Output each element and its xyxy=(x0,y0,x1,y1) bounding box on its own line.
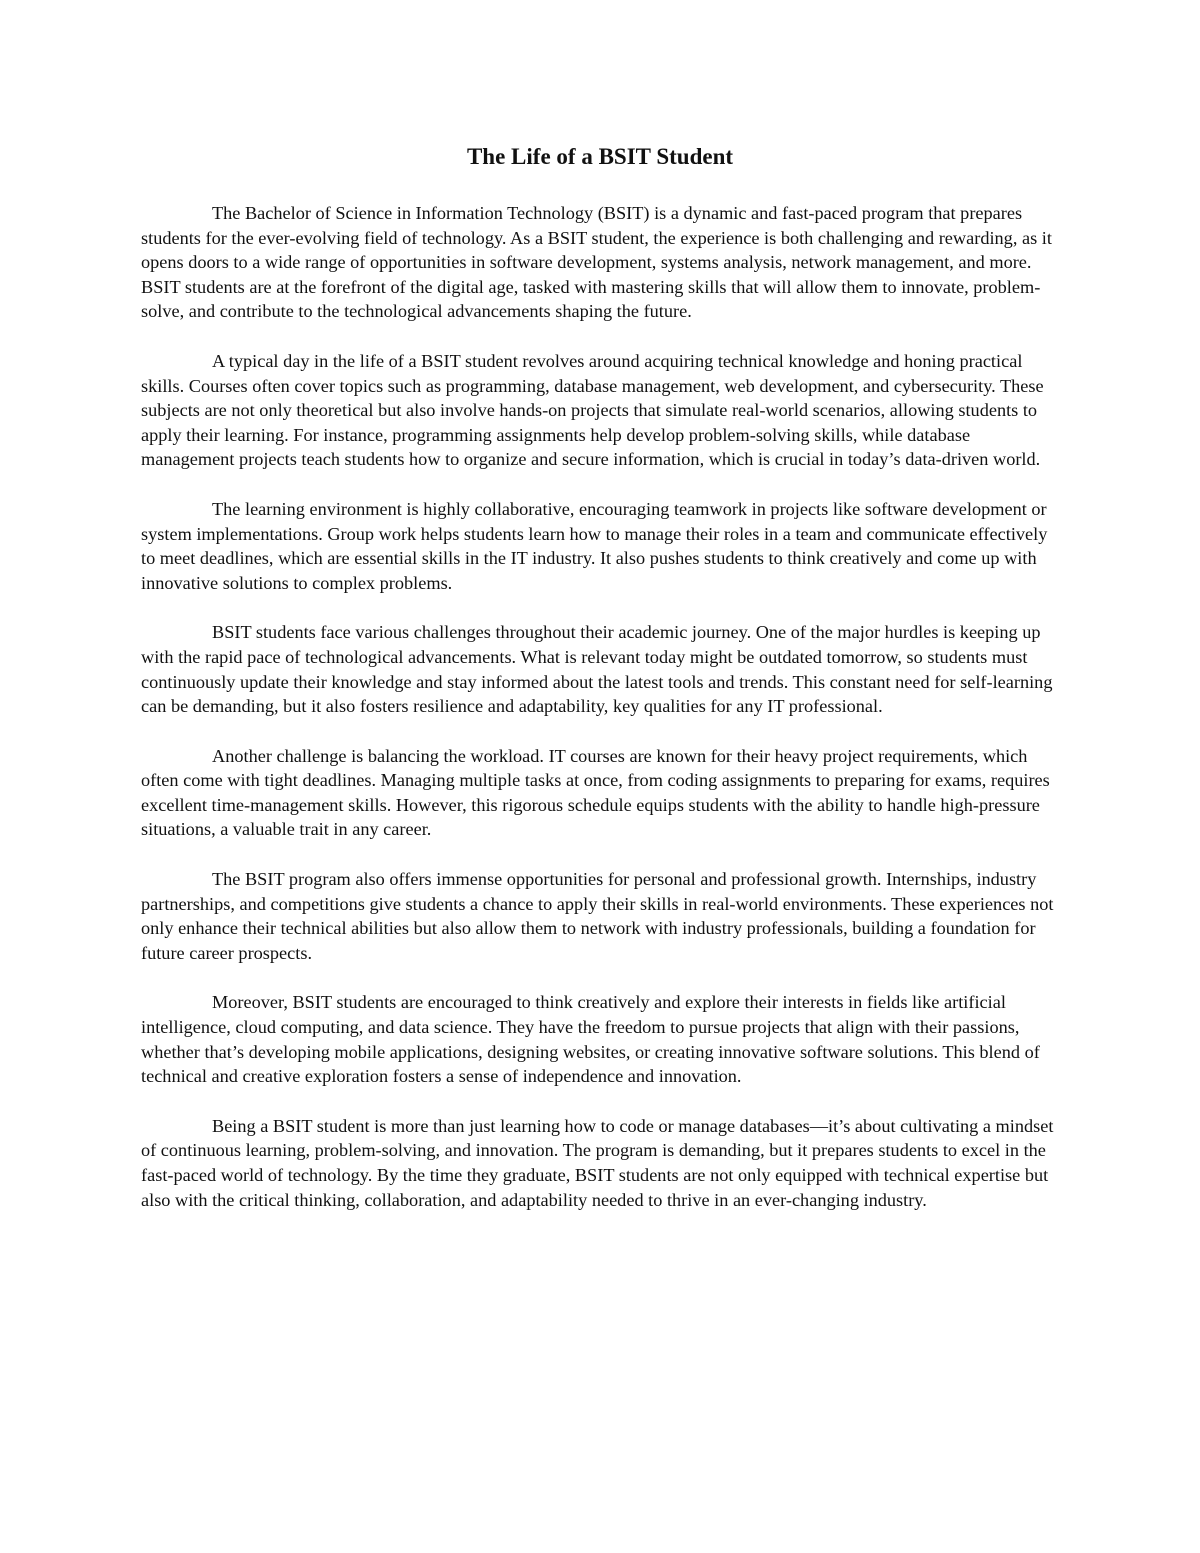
paragraph-typical-day: A typical day in the life of a BSIT student revolves around acquiring technical knowledge and honing practical skills. Courses often cover topics such as programming, database management, web development, and cybersecurity. These subjects are not only theoretical but also involve hands-on projects that simulate real-world scenarios, allowing students to apply their learning. For instance, programming assignments help develop problem-solving skills, while database management projects teach students how to organize and secure information, which is crucial in today’s data-driven world. xyxy=(141,350,1044,470)
paragraph-creativity: Moreover, BSIT students are encouraged to think creatively and explore their interests in fields like artificial intelligence, cloud computing, and data science. They have the freedom to pursue projects that align with their passions, whether that’s developing mobile applications, designing websites, or creating innovative software solutions. This blend of technical and creative exploration fosters a sense of independence and innovation. xyxy=(141,992,1040,1087)
paragraph-learning-environment: The learning environment is highly collaborative, encouraging teamwork in projects like software development or system implementations. Group work helps students learn how to manage their roles in a team and communicate effectively to meet deadlines, which are essential skills in the IT industry. It also pushes students to think creatively and come up with innovative solutions to complex problems. xyxy=(141,498,1048,593)
paragraph-conclusion: Being a BSIT student is more than just learning how to code or manage databases—it’s about cultivating a mindset of continuous learning, problem-solving, and innovation. The program is demanding, but it prepares students to excel in the fast-paced world of technology. By the time they graduate, BSIT students are not only equipped with technical expertise but also with the critical thinking, collaboration, and adaptability needed to thrive in an ever-changing industry. xyxy=(141,1115,1054,1210)
paragraph-workload: Another challenge is balancing the workload. IT courses are known for their heavy project requirements, which often come with tight deadlines. Managing multiple tasks at once, from coding assignments to preparing for exams, requires excellent time-management skills. However, this rigorous schedule equips students with the ability to handle high-pressure situations, a valuable trait in any career. xyxy=(141,745,1050,840)
paragraph-intro: The Bachelor of Science in Information Technology (BSIT) is a dynamic and fast-paced program that prepares students for the ever-evolving field of technology. As a BSIT student, the experience is both challenging and rewarding, as it opens doors to a wide range of opportunities in software development, systems analysis, network management, and more. BSIT students are at the forefront of the digital age, tasked with mastering skills that will allow them to innovate, problem-solve, and contribute to the technological advancements shaping the future. xyxy=(141,203,1052,322)
document-title: The Life of a BSIT Student xyxy=(466,144,734,169)
paragraph-challenges: BSIT students face various challenges throughout their academic journey. One of the major hurdles is keeping up with the rapid pace of technological advancements. What is relevant today might be outdated tomorrow, so students must continuously update their knowledge and stay informed about the latest tools and trends. This constant need for self-learning can be demanding, but it also fosters resilience and adaptability, key qualities for any IT professional. xyxy=(141,622,1053,717)
document-body xyxy=(141,201,1059,1237)
paragraph-opportunities: The BSIT program also offers immense opportunities for personal and professional growth. Internships, industry partnerships, and competitions give students a chance to apply their skills in real-world environments. These experiences not only enhance their technical abilities but also allow them to network with industry professionals, building a foundation for future career prospects. xyxy=(141,869,1054,963)
